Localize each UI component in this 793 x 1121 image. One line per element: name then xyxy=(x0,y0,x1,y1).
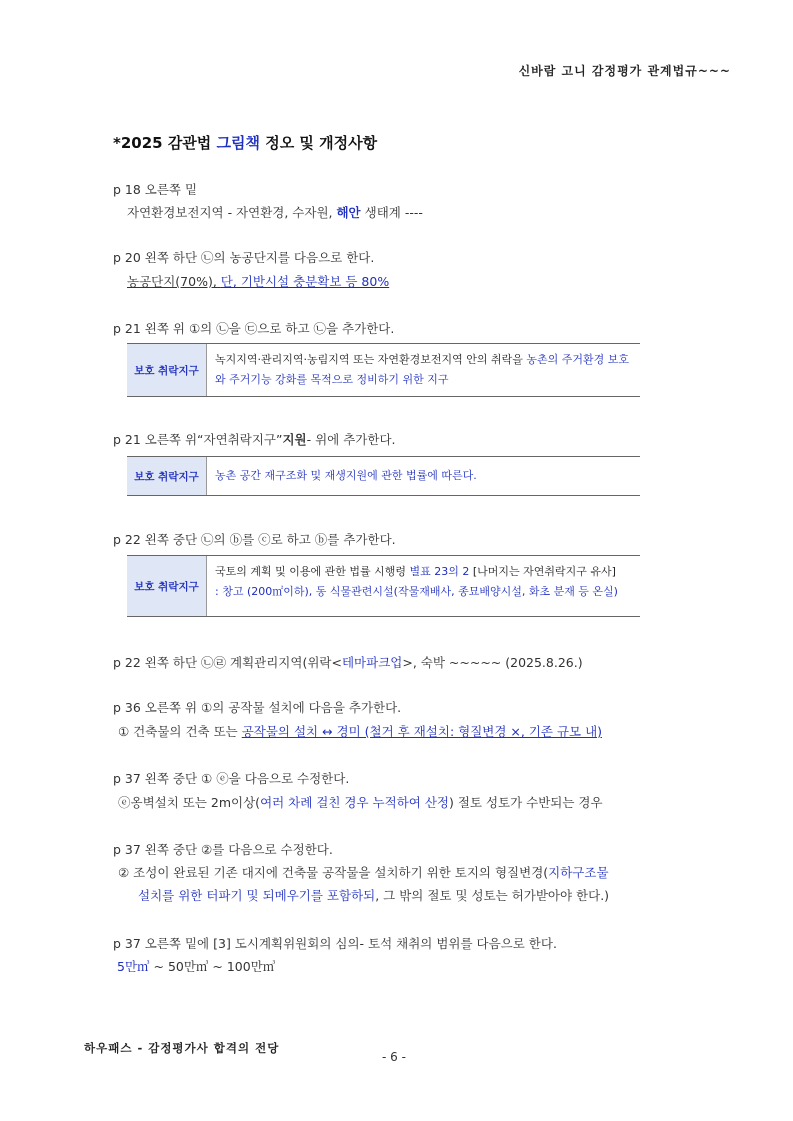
s10-body xyxy=(117,957,275,975)
s1-body-a: 자연환경보전지역 - 자연환경, 수자원, xyxy=(127,205,337,220)
s4-ref-a: p 21 오른쪽 위“자연취락지구” xyxy=(113,432,283,447)
s8-body-b: ) 절토 성토가 수반되는 경우 xyxy=(448,795,603,810)
s2-ref: p 20 왼쪽 하단 ㉡의 농공단지를 다음으로 한다. xyxy=(113,250,375,265)
s9-ref: p 37 왼쪽 중단 ②를 다음으로 수정한다. xyxy=(113,842,333,857)
s7-body-a: ① 건축물의 건축 또는 xyxy=(118,724,242,739)
s6-ref-blue: 테마파크업 xyxy=(341,655,403,670)
s9-body-line1 xyxy=(118,863,609,881)
s5-table-label: 보호 취락지구 xyxy=(127,556,207,616)
s6-ref xyxy=(113,653,583,671)
title-prefix: *2025 감관법 xyxy=(113,134,217,152)
running-header: 신바람 고니 감정평가 관계법규~~~ xyxy=(518,64,731,78)
s8-body-a: ⓔ옹벽설치 또는 2m이상( xyxy=(118,795,261,810)
s9-body-b: , 그 밖의 절토 및 성토는 허가받아야 한다.) xyxy=(375,888,610,903)
s8-body-blue: 여러 차례 걸친 경우 누적하여 산정 xyxy=(260,795,449,810)
s4-ref-b: - 위에 추가한다. xyxy=(306,432,396,447)
s1-body xyxy=(127,203,423,221)
s2-body xyxy=(127,272,389,290)
s8-ref: p 37 왼쪽 중단 ① ⓔ을 다음으로 수정한다. xyxy=(113,771,350,786)
s6-ref-a: p 22 왼쪽 하단 ㉡㉣ 계획관리지역(위락< xyxy=(113,655,342,670)
s4-table xyxy=(127,456,640,496)
s3-text-blue: 농촌의 주거환경 보호와 주거기능 강화를 목적으로 정비하기 위한 지구 xyxy=(215,353,630,386)
s6-ref-b: >, 숙박 ~~~~~ (2025.8.26.) xyxy=(402,655,583,670)
s1-body-b: 생태계 ---- xyxy=(360,205,423,220)
s10-ref: p 37 오른쪽 밑에 [3] 도시계획위원회의 심의- 토석 채취의 범위를 다음으로 한다. xyxy=(113,936,557,951)
s5-text-blue2: : 창고 (200㎡이하), 동 식물관련시설(작물재배사, 종묘배양시설, 화초 분재 등 온실) xyxy=(215,585,618,598)
s3-text-a: 녹지지역·관리지역·농림지역 또는 자연환경보전지역 안의 취락을 xyxy=(215,353,527,366)
s3-ref: p 21 왼쪽 위 ①의 ㉡을 ㉢으로 하고 ㉡을 추가한다. xyxy=(113,321,395,336)
s1-body-blue: 해안 xyxy=(336,205,361,220)
s9-body-line2 xyxy=(138,886,609,904)
s5-ref: p 22 왼쪽 중단 ㉡의 ⓑ를 ⓒ로 하고 ⓑ를 추가한다. xyxy=(113,532,396,547)
s1-ref: p 18 오른쪽 밑 xyxy=(113,182,198,197)
s10-body-blue: 5만㎥ xyxy=(117,959,150,974)
s3-table xyxy=(127,343,640,397)
s5-text-b: [나머지는 자연취락지구 유사] xyxy=(469,565,616,578)
s9-body-blue2: 설치를 위한 터파기 및 되메우기를 포함하되 xyxy=(138,888,376,903)
s5-text-a: 국토의 계획 및 이용에 관한 법률 시행령 xyxy=(215,565,410,578)
s5-text-blue1: 별표 23의 2 xyxy=(409,565,470,578)
s4-ref xyxy=(113,430,396,448)
s5-table-text xyxy=(207,556,640,616)
title-highlight: 그림책 xyxy=(216,134,260,152)
s2-body-a: 농공단지(70%), xyxy=(127,274,221,289)
s4-ref-bold: 지원 xyxy=(282,432,307,447)
s4-table-text xyxy=(207,457,640,495)
s8-body xyxy=(118,793,603,811)
s3-table-text xyxy=(207,344,640,396)
s4-table-label: 보호 취락지구 xyxy=(127,457,207,495)
s2-body-blue: 단, 기반시설 충분확보 등 80% xyxy=(220,274,390,289)
s4-text-blue: 농촌 공간 재구조화 및 재생지원에 관한 법률에 따른다. xyxy=(215,469,477,482)
page-title xyxy=(113,132,377,153)
s10-body-b: ~ 50만㎥ ~ 100만㎥ xyxy=(149,959,276,974)
footer-publisher: 하우패스 - 감정평가사 합격의 전당 xyxy=(84,1041,280,1055)
s5-table xyxy=(127,555,640,617)
title-suffix: 정오 및 개정사항 xyxy=(260,134,378,152)
s3-table-label: 보호 취락지구 xyxy=(127,344,207,396)
s9-body-a: ② 조성이 완료된 기존 대지에 건축물 공작물을 설치하기 위한 토지의 형질변경( xyxy=(118,865,549,880)
page-number: - 6 - xyxy=(382,1050,406,1064)
s7-ref: p 36 오른쪽 위 ①의 공작물 설치에 다음을 추가한다. xyxy=(113,700,402,715)
s7-body-blue: 공작물의 설치 ↔ 경미 (철거 후 재설치: 형질변경 ×, 기존 규모 내) xyxy=(241,724,603,739)
s9-body-blue1: 지하구조물 xyxy=(548,865,609,880)
s7-body xyxy=(118,722,602,740)
